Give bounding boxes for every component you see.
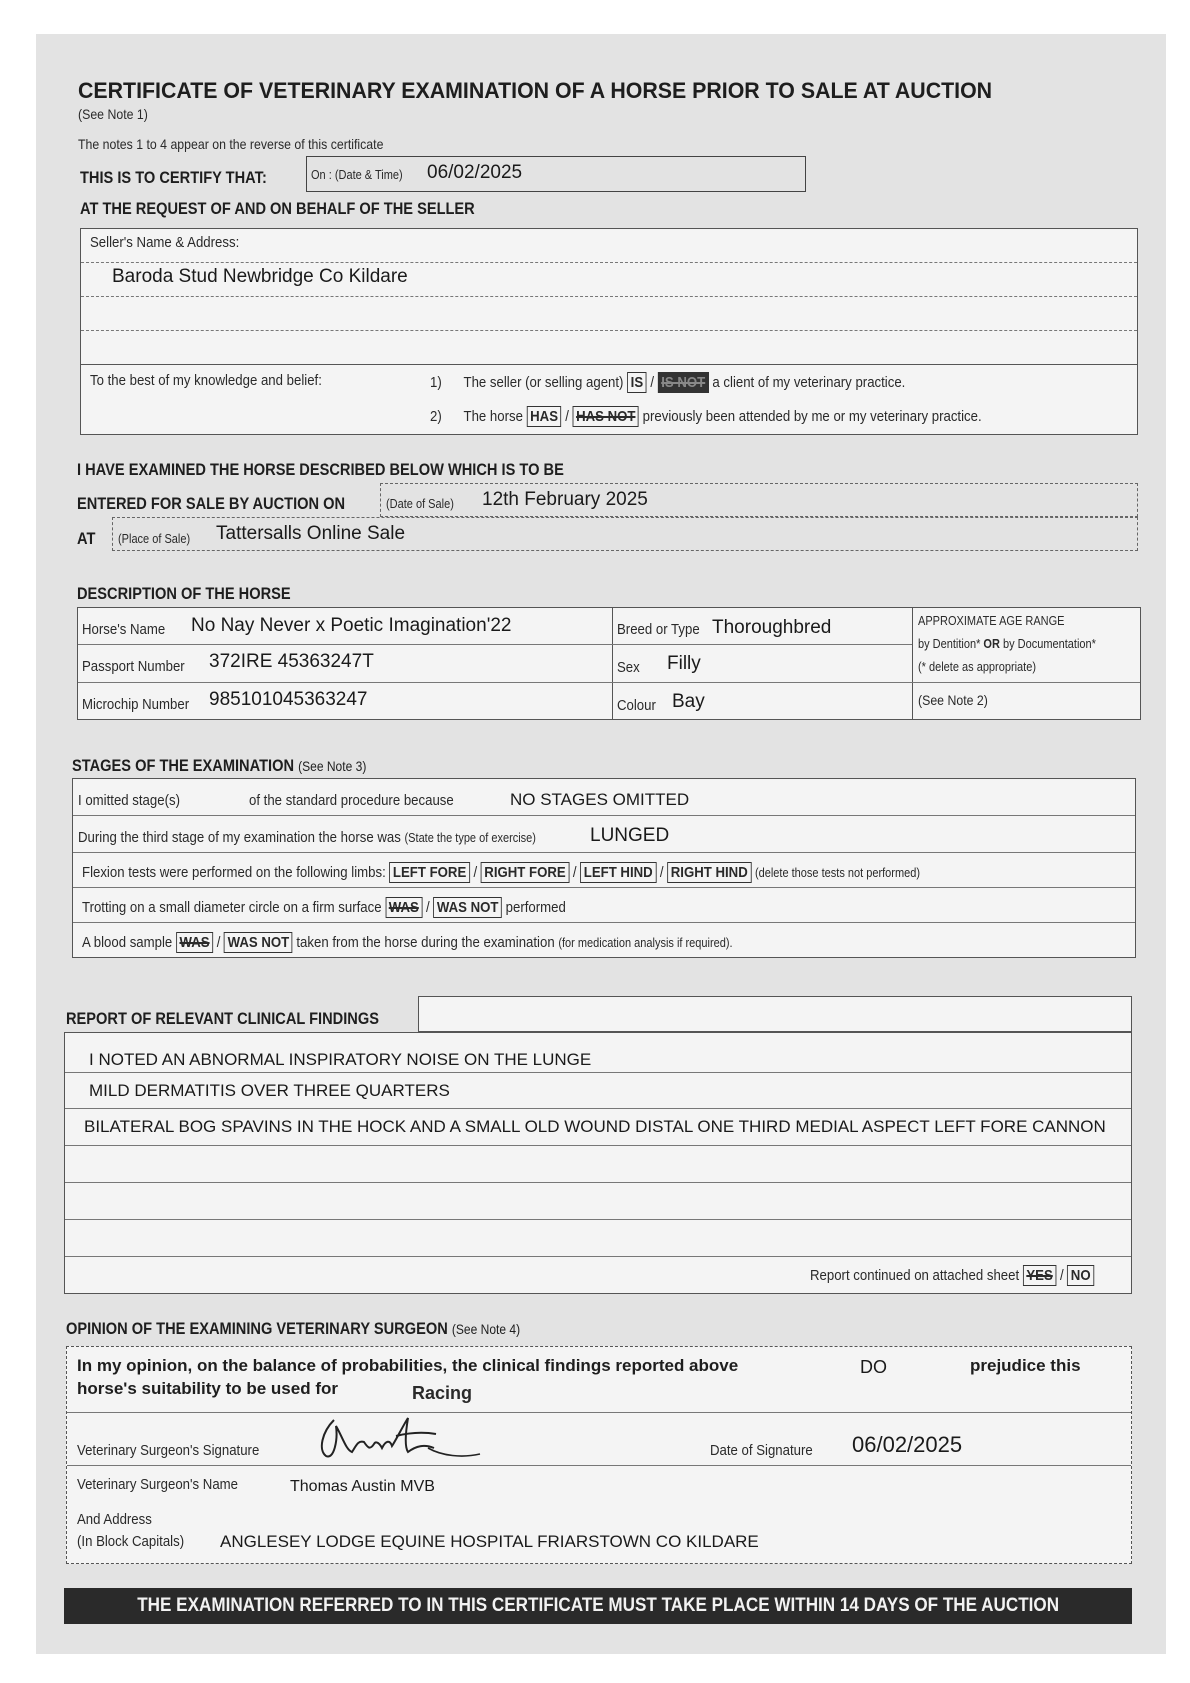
trot-label: Trotting on a small diameter circle on a firm surface (82, 899, 382, 916)
trot-was-not[interactable]: WAS NOT (433, 897, 502, 918)
see-note-1: (See Note 1) (78, 106, 148, 122)
report-heading-box (418, 996, 1132, 1032)
row-divider (65, 1219, 1131, 1220)
finding-line: BILATERAL BOG SPAVINS IN THE HOCK AND A SMALL OLD WOUND DISTAL ONE THIRD MEDIAL ASPECT LEFT FORE CANNON (84, 1117, 1106, 1136)
finding-line: I NOTED AN ABNORMAL INSPIRATORY NOISE ON THE LUNGE (89, 1050, 592, 1069)
limb-left-fore[interactable]: LEFT FORE (389, 862, 469, 883)
option-has[interactable]: HAS (527, 406, 562, 427)
separator: / (650, 374, 655, 391)
row-divider (65, 1182, 1131, 1183)
opinion-heading (66, 1319, 520, 1339)
examined-label: I HAVE EXAMINED THE HORSE DESCRIBED BELOW WHICH IS TO BE (77, 460, 564, 479)
age-or: OR (983, 637, 1000, 651)
separator: / (572, 864, 577, 881)
row-divider (67, 1465, 1131, 1466)
finding-line: MILD DERMATITIS OVER THREE QUARTERS (89, 1081, 450, 1100)
blood-statement (82, 932, 733, 953)
third-stage-value: LUNGED (590, 825, 670, 846)
stages-heading (72, 756, 366, 776)
age-documentation: by Documentation* (1003, 637, 1096, 651)
limb-left-hind[interactable]: LEFT HIND (580, 862, 656, 883)
row-divider (78, 644, 912, 645)
address-value: ANGLESEY LODGE EQUINE HOSPITAL FRIARSTOWN CO KILDARE (220, 1532, 759, 1551)
row-divider (65, 1108, 1131, 1109)
certify-label: THIS IS TO CERTIFY THAT: (80, 168, 267, 187)
separator: / (565, 408, 569, 425)
seller-client-statement (430, 372, 905, 393)
third-stage-note: (State the type of exercise) (404, 831, 536, 845)
separator: / (216, 934, 221, 951)
omitted-label: I omitted stage(s) (78, 792, 180, 809)
row-divider (65, 1256, 1131, 1257)
at-label: AT (77, 529, 96, 548)
blood-was-deleted[interactable]: WAS (176, 932, 213, 953)
opinion-heading-note: (See Note 4) (451, 1321, 521, 1337)
opinion-do-value: DO (860, 1357, 887, 1377)
passport-label: Passport Number (82, 658, 185, 675)
opinion-statement-c: horse's suitability to be used for (77, 1379, 338, 1398)
row-divider (73, 922, 1135, 923)
age-dentition: by Dentition* (918, 637, 981, 651)
flexion-statement (82, 862, 920, 883)
sale-place-value: Tattersalls Online Sale (216, 523, 406, 544)
age-delete-note: (* delete as appropriate) (918, 660, 1037, 674)
opinion-statement-a: In my opinion, on the balance of probabilities, the clinical findings reported above (77, 1356, 739, 1375)
horse-attended-statement (430, 406, 982, 427)
sale-place-label: (Place of Sale) (118, 532, 191, 546)
vet-name-value: Thomas Austin MVB (290, 1478, 435, 1495)
knowledge-label: To the best of my knowledge and belief: (90, 372, 322, 389)
separator: / (473, 864, 478, 881)
microchip-value: 985101045363247 (209, 689, 368, 710)
seller-row-divider (81, 330, 1137, 331)
seller-client-post: a client of my veterinary practice. (712, 374, 906, 391)
breed-label: Breed or Type (617, 621, 700, 638)
age-range-method (918, 637, 1096, 651)
address-block-capitals-label: (In Block Capitals) (77, 1533, 185, 1550)
row-divider (65, 1072, 1131, 1073)
option-is[interactable]: IS (627, 372, 647, 393)
blood-was-not[interactable]: WAS NOT (224, 932, 293, 953)
separator: / (1059, 1267, 1064, 1284)
row-divider (73, 815, 1135, 816)
blood-note: (for medication analysis if required). (558, 936, 733, 950)
age-see-note: (See Note 2) (918, 692, 988, 708)
footer-banner (64, 1588, 1132, 1624)
vet-name-label: Veterinary Surgeon's Name (77, 1476, 239, 1493)
horse-name-value: No Nay Never x Poetic Imagination'22 (191, 615, 512, 636)
signature-mark (312, 1410, 492, 1466)
notes-line: The notes 1 to 4 appear on the reverse of this certificate (78, 136, 384, 152)
seller-name-label: Seller's Name & Address: (90, 234, 240, 251)
limb-right-hind[interactable]: RIGHT HIND (667, 862, 751, 883)
blood-post: taken from the horse during the examination (296, 934, 555, 951)
flexion-note: (delete those tests not performed) (754, 866, 921, 880)
continued-yes-deleted[interactable]: YES (1023, 1265, 1056, 1286)
column-divider (612, 608, 613, 719)
stages-heading-note: (See Note 3) (298, 758, 367, 774)
intended-use-value: Racing (412, 1383, 473, 1403)
sale-date-value: 12th February 2025 (482, 489, 648, 510)
trot-statement (82, 897, 566, 918)
separator: / (659, 864, 664, 881)
third-stage-statement (78, 829, 536, 846)
opinion-statement-b: prejudice this (970, 1356, 1081, 1375)
third-stage-label: During the third stage of my examination the horse was (78, 829, 401, 846)
separator: / (426, 899, 430, 916)
on-date-label: On : (Date & Time) (311, 168, 403, 182)
request-label: AT THE REQUEST OF AND ON BEHALF OF THE SELLER (80, 199, 475, 218)
passport-value: 372IRE 45363247T (209, 651, 374, 672)
seller-box (80, 228, 1138, 435)
breed-value: Thoroughbred (712, 617, 832, 638)
item-number: 1) (430, 374, 442, 391)
description-heading: DESCRIPTION OF THE HORSE (77, 584, 291, 603)
colour-label: Colour (617, 697, 656, 714)
microchip-label: Microchip Number (82, 696, 190, 713)
row-divider (67, 1412, 1131, 1413)
row-divider (78, 682, 912, 683)
row-divider (65, 1145, 1131, 1146)
seller-row-divider (81, 364, 1137, 365)
blood-label: A blood sample (82, 934, 173, 951)
row-divider (912, 682, 1140, 683)
horse-name-label: Horse's Name (82, 621, 166, 638)
flexion-label: Flexion tests were performed on the following limbs: (82, 864, 386, 881)
seller-name-value[interactable]: Baroda Stud Newbridge Co Kildare (112, 266, 408, 287)
entered-label: ENTERED FOR SALE BY AUCTION ON (77, 494, 346, 513)
signature-label: Veterinary Surgeon's Signature (77, 1442, 260, 1459)
omitted-because-label: of the standard procedure because (249, 792, 454, 809)
seller-client-pre: The seller (or selling agent) (463, 374, 624, 391)
trot-post: performed (505, 899, 566, 916)
row-divider (73, 852, 1135, 853)
footer-banner-text: THE EXAMINATION REFERRED TO IN THIS CERTIFICATE MUST TAKE PLACE WITHIN 14 DAYS OF THE AUCTION (137, 1595, 1059, 1616)
on-date-value: 06/02/2025 (427, 162, 523, 183)
report-continued (810, 1265, 1094, 1286)
age-range-title: APPROXIMATE AGE RANGE (918, 614, 1065, 628)
item-number: 2) (430, 408, 442, 425)
seller-row-divider (81, 296, 1137, 297)
row-divider (73, 887, 1135, 888)
report-heading: REPORT OF RELEVANT CLINICAL FINDINGS (66, 1009, 379, 1028)
column-divider (912, 608, 913, 719)
trot-was-deleted[interactable]: WAS (385, 897, 422, 918)
sex-value: Filly (667, 653, 701, 674)
date-signature-label: Date of Signature (710, 1442, 813, 1459)
option-is-not-deleted[interactable]: IS NOT (658, 372, 709, 393)
sex-label: Sex (617, 659, 640, 676)
continued-no[interactable]: NO (1067, 1265, 1094, 1286)
date-signature-value: 06/02/2025 (852, 1432, 963, 1457)
address-label: And Address (77, 1511, 152, 1528)
opinion-heading-text: OPINION OF THE EXAMINING VETERINARY SURGEON (66, 1319, 448, 1338)
colour-value: Bay (672, 691, 705, 712)
stages-heading-text: STAGES OF THE EXAMINATION (72, 756, 295, 775)
report-continued-label: Report continued on attached sheet (810, 1267, 1020, 1284)
option-has-not-deleted[interactable]: HAS NOT (573, 406, 639, 427)
seller-row-divider (81, 262, 1137, 263)
page-title: CERTIFICATE OF VETERINARY EXAMINATION OF A HORSE PRIOR TO SALE AT AUCTION (78, 78, 993, 103)
sale-date-label: (Date of Sale) (386, 497, 454, 511)
horse-attended-pre: The horse (463, 408, 523, 425)
limb-right-fore[interactable]: RIGHT FORE (481, 862, 569, 883)
horse-attended-post: previously been attended by me or my veterinary practice. (642, 408, 982, 425)
omitted-value: NO STAGES OMITTED (510, 790, 690, 809)
